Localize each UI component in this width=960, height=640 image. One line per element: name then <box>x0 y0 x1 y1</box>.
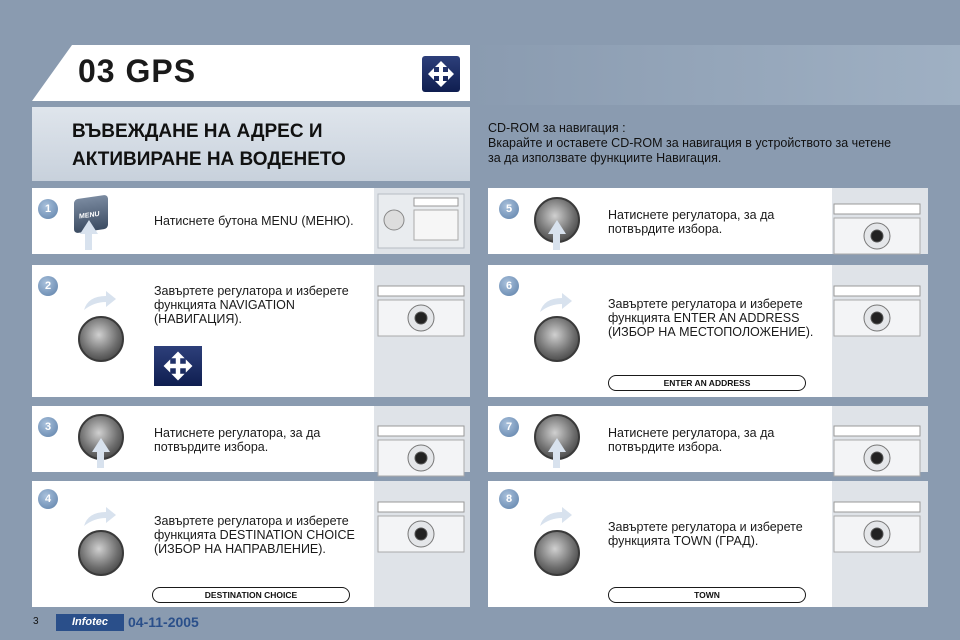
step-text-3 <box>154 426 320 454</box>
radio-unit-drawing-6 <box>830 272 924 372</box>
rotary-knob-6 <box>534 316 580 362</box>
step-badge-1: 1 <box>38 199 58 219</box>
enter-address-pill: ENTER AN ADDRESS <box>608 375 806 391</box>
step-text-6 <box>608 297 813 339</box>
step-badge-7: 7 <box>499 417 519 437</box>
section-title <box>72 118 346 174</box>
info-line3: за да използвате функциите Навигация. <box>488 151 722 165</box>
press-arrow-icon-1 <box>80 220 98 234</box>
step-3-line1: Натиснете регулатора, за да <box>154 426 321 440</box>
step-8-line1: Завъртете регулатора и изберете <box>608 520 803 534</box>
step-5-line2: потвърдите избора. <box>608 222 723 236</box>
cdrom-info <box>488 121 938 166</box>
step-6-line3: (ИЗБОР НА МЕСТОПОЛОЖЕНИЕ). <box>608 325 814 339</box>
step-8-line2: функцията TOWN (ГРАД). <box>608 534 759 548</box>
step-text-8 <box>608 520 803 548</box>
step-1-line1: Натиснете бутона MENU (МЕНЮ). <box>154 214 354 228</box>
press-arrow-icon-5 <box>548 220 566 234</box>
step-text-1 <box>154 214 354 228</box>
step-badge-3: 3 <box>38 417 58 437</box>
rotary-knob-8 <box>534 530 580 576</box>
press-arrow-icon-7 <box>548 438 566 452</box>
step-text-4 <box>154 514 355 556</box>
menu-button-label: MENU <box>79 210 100 221</box>
step-6-line2: функцията ENTER AN ADDRESS <box>608 311 800 325</box>
rotate-arrow-icon-6 <box>538 292 574 314</box>
step-6-line1: Завъртете регулатора и изберете <box>608 297 803 311</box>
step-badge-5: 5 <box>499 199 519 219</box>
rotate-arrow-icon-2 <box>82 290 118 312</box>
infotec-logo: Infotec <box>56 614 124 631</box>
press-arrow-stem-3 <box>97 452 104 468</box>
navigation-arrows-icon <box>154 346 202 386</box>
step-4-line2: функцията DESTINATION CHOICE <box>154 528 355 542</box>
info-line1: CD-ROM за навигация : <box>488 121 626 135</box>
edition-date: 04-11-2005 <box>128 614 199 630</box>
radio-unit-drawing-1 <box>374 190 468 252</box>
rotary-knob-2 <box>78 316 124 362</box>
step-7-line2: потвърдите избора. <box>608 440 723 454</box>
step-5-line1: Натиснете регулатора, за да <box>608 208 775 222</box>
step-badge-8: 8 <box>499 489 519 509</box>
page-title: 03 GPS <box>78 53 197 89</box>
info-line2: Вкарайте и оставете CD-ROM за навигация в устройството за четене <box>488 136 892 150</box>
press-arrow-stem-5 <box>553 234 560 250</box>
town-pill: TOWN <box>608 587 806 603</box>
header-fold <box>32 45 72 101</box>
step-text-5 <box>608 208 774 236</box>
step-badge-6: 6 <box>499 276 519 296</box>
rotate-arrow-icon-4 <box>82 506 118 528</box>
press-arrow-icon-3 <box>92 438 110 452</box>
radio-unit-drawing-2 <box>374 272 468 372</box>
press-arrow-stem-1 <box>85 234 92 250</box>
step-3-line2: потвърдите избора. <box>154 440 269 454</box>
topographic-banner <box>470 45 960 105</box>
step-text-7 <box>608 426 774 454</box>
radio-unit-drawing-4 <box>374 488 468 588</box>
rotate-arrow-icon-8 <box>538 506 574 528</box>
section-title-line2: АКТИВИРАНЕ НА ВОДЕНЕТО <box>72 149 346 170</box>
step-7-line1: Натиснете регулатора, за да <box>608 426 775 440</box>
step-4-line3: (ИЗБОР НА НАПРАВЛЕНИЕ). <box>154 542 326 556</box>
section-title-line1: ВЪВЕЖДАНЕ НА АДРЕС И <box>72 121 323 142</box>
navigation-arrows-icon <box>422 56 460 92</box>
page-number: 3 <box>33 616 39 627</box>
step-text-2 <box>154 284 349 326</box>
step-badge-2: 2 <box>38 276 58 296</box>
rotary-knob-4 <box>78 530 124 576</box>
radio-unit-drawing-8 <box>830 488 924 588</box>
step-2-line1: Завъртете регулатора и изберете <box>154 284 349 298</box>
step-2-line3: (НАВИГАЦИЯ). <box>154 312 243 326</box>
press-arrow-stem-7 <box>553 452 560 468</box>
step-4-line1: Завъртете регулатора и изберете <box>154 514 349 528</box>
destination-choice-pill: DESTINATION CHOICE <box>152 587 350 603</box>
step-2-line2: функцията NAVIGATION <box>154 298 295 312</box>
step-badge-4: 4 <box>38 489 58 509</box>
